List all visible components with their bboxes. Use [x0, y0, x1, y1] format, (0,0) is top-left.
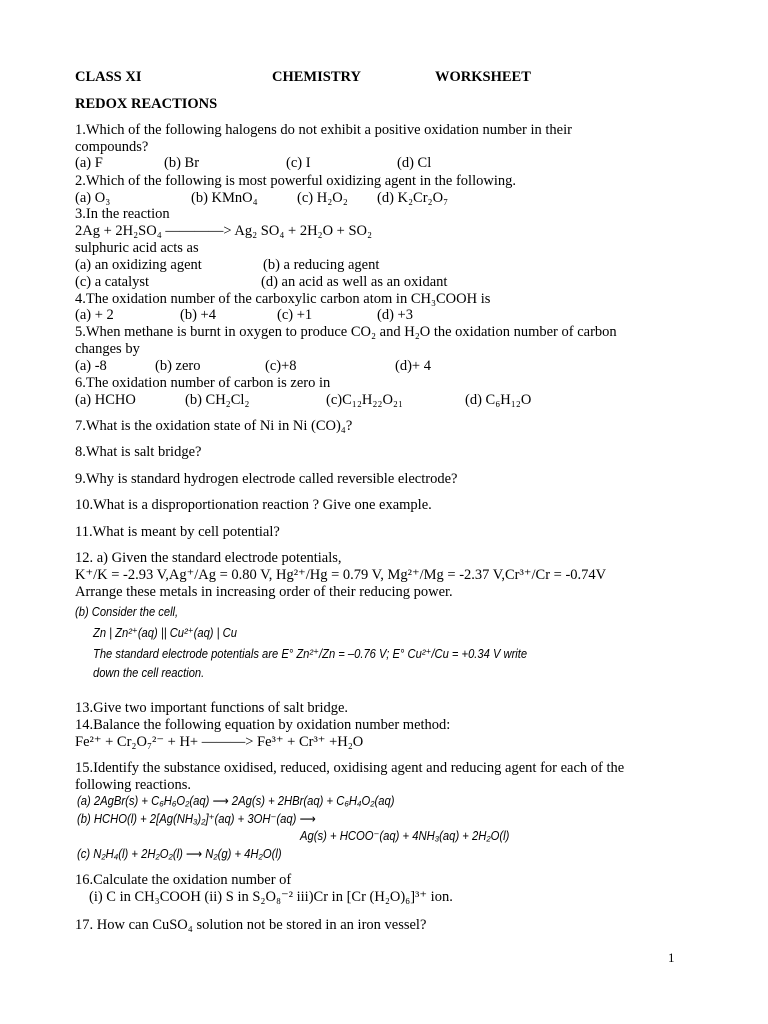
- q14-text: 14.Balance the following equation by oxidation number method:: [75, 717, 451, 733]
- topic-title: REDOX REACTIONS: [75, 96, 218, 112]
- q9-text: 9.Why is standard hydrogen electrode called reversible electrode?: [75, 471, 458, 487]
- option: (a) -8: [75, 358, 107, 374]
- q15-text2: following reactions.: [75, 777, 191, 793]
- q12-text2: Arrange these metals in increasing order of their reducing power.: [75, 584, 453, 600]
- q3-equation: 2Ag + 2H₂SO₄ ————> Ag₂ SO₄ + 2H₂O + SO₂: [75, 223, 373, 239]
- q5-text: 5.When methane is burnt in oxygen to produce CO₂ and H₂O the oxidation number of carbon: [75, 324, 617, 340]
- option: (d) +3: [377, 307, 413, 323]
- q15-reaction-c: (c) N₂H₄(l) + 2H₂O₂(l) ⟶ N₂(g) + 4H₂O(l): [77, 847, 282, 861]
- option: (d)+ 4: [395, 358, 431, 374]
- q13-text: 13.Give two important functions of salt bridge.: [75, 700, 349, 716]
- option: (b) Br: [164, 155, 200, 171]
- q16-parts: (i) C in CH₃COOH (ii) S in S₂O₈⁻² iii)Cr in [Cr (H₂O)₆]³⁺ ion.: [89, 889, 453, 905]
- option: (d) Cl: [397, 155, 432, 171]
- option: (c) a catalyst: [75, 274, 150, 290]
- q12b-cell: Zn | Zn²⁺(aq) || Cu²⁺(aq) | Cu: [93, 625, 237, 640]
- q1-text2: compounds?: [75, 139, 149, 155]
- q12b-line3: The standard electrode potentials are E° Zn²⁺/Zn = –0.76 V; E° Cu²⁺/Cu = +0.34 V write: [93, 646, 528, 661]
- option: (c) +1: [277, 307, 313, 323]
- option: (c) I: [286, 155, 311, 171]
- q11-text: 11.What is meant by cell potential?: [75, 524, 280, 540]
- q6-text: 6.The oxidation number of carbon is zero in: [75, 375, 331, 391]
- q3-text2: sulphuric acid acts as: [75, 240, 199, 256]
- header-class: CLASS XI: [75, 69, 142, 85]
- q8-text: 8.What is salt bridge?: [75, 444, 202, 460]
- q4-text: 4.The oxidation number of the carboxylic carbon atom in CH₃COOH is: [75, 291, 491, 307]
- page-number: 1: [668, 950, 675, 965]
- option: (b) a reducing agent: [263, 257, 380, 273]
- q3-text: 3.In the reaction: [75, 206, 170, 222]
- option: (d) an acid as well as an oxidant: [261, 274, 448, 290]
- option: (c)+8: [265, 358, 297, 374]
- option: (d) C₆H₁₂O: [465, 392, 532, 408]
- option: (c)C₁₂H₂₂O₂₁: [326, 392, 404, 408]
- q12-text: 12. a) Given the standard electrode potentials,: [75, 550, 342, 566]
- q2-text: 2.Which of the following is most powerful oxidizing agent in the following.: [75, 173, 516, 189]
- header-type: WORKSHEET: [435, 69, 531, 85]
- q17-text: 17. How can CuSO₄ solution not be stored in an iron vessel?: [75, 917, 427, 933]
- q15-reaction-b2: Ag(s) + HCOO⁻(aq) + 4NH₃(aq) + 2H₂O(l): [300, 829, 510, 843]
- q5-text2: changes by: [75, 341, 140, 357]
- q12-potentials: K⁺/K = -2.93 V,Ag⁺/Ag = 0.80 V, Hg²⁺/Hg = 0.79 V, Mg²⁺/Mg = -2.37 V,Cr³⁺/Cr = -0.74V: [75, 567, 607, 583]
- header-subject: CHEMISTRY: [272, 69, 361, 85]
- option: (d) K₂Cr₂O₇: [377, 190, 449, 206]
- option: (c) H₂O₂: [297, 190, 348, 206]
- q7-text: 7.What is the oxidation state of Ni in Ni (CO)₄?: [75, 418, 353, 434]
- q12b-line1: (b) Consider the cell,: [75, 604, 179, 619]
- q14-equation: Fe²⁺ + Cr₂O₇²⁻ + H+ ———> Fe³⁺ + Cr³⁺ +H₂O: [75, 734, 364, 750]
- q15-text: 15.Identify the substance oxidised, reduced, oxidising agent and reducing agent for each of the: [75, 760, 625, 776]
- option: (a) F: [75, 155, 103, 171]
- q1-text: 1.Which of the following halogens do not exhibit a positive oxidation number in their: [75, 122, 572, 138]
- option: (a) HCHO: [75, 392, 136, 408]
- q15-reaction-b: (b) HCHO(l) + 2[Ag(NH₃)₂]⁺(aq) + 3OH⁻(aq) ⟶: [77, 812, 316, 826]
- q12b-line4: down the cell reaction.: [93, 665, 205, 680]
- option: (b) KMnO₄: [191, 190, 258, 206]
- option: (a) + 2: [75, 307, 114, 323]
- option: (a) O₃: [75, 190, 111, 206]
- option: (b) zero: [155, 358, 201, 374]
- q16-text: 16.Calculate the oxidation number of: [75, 872, 292, 888]
- q15-reaction-a: (a) 2AgBr(s) + C₆H₆O₂(aq) ⟶ 2Ag(s) + 2HBr(aq) + C₆H₄O₂(aq): [77, 794, 395, 808]
- option: (b) CH₂Cl₂: [185, 392, 250, 408]
- option: (b) +4: [180, 307, 216, 323]
- option: (a) an oxidizing agent: [75, 257, 202, 273]
- q10-text: 10.What is a disproportionation reaction ? Give one example.: [75, 497, 432, 513]
